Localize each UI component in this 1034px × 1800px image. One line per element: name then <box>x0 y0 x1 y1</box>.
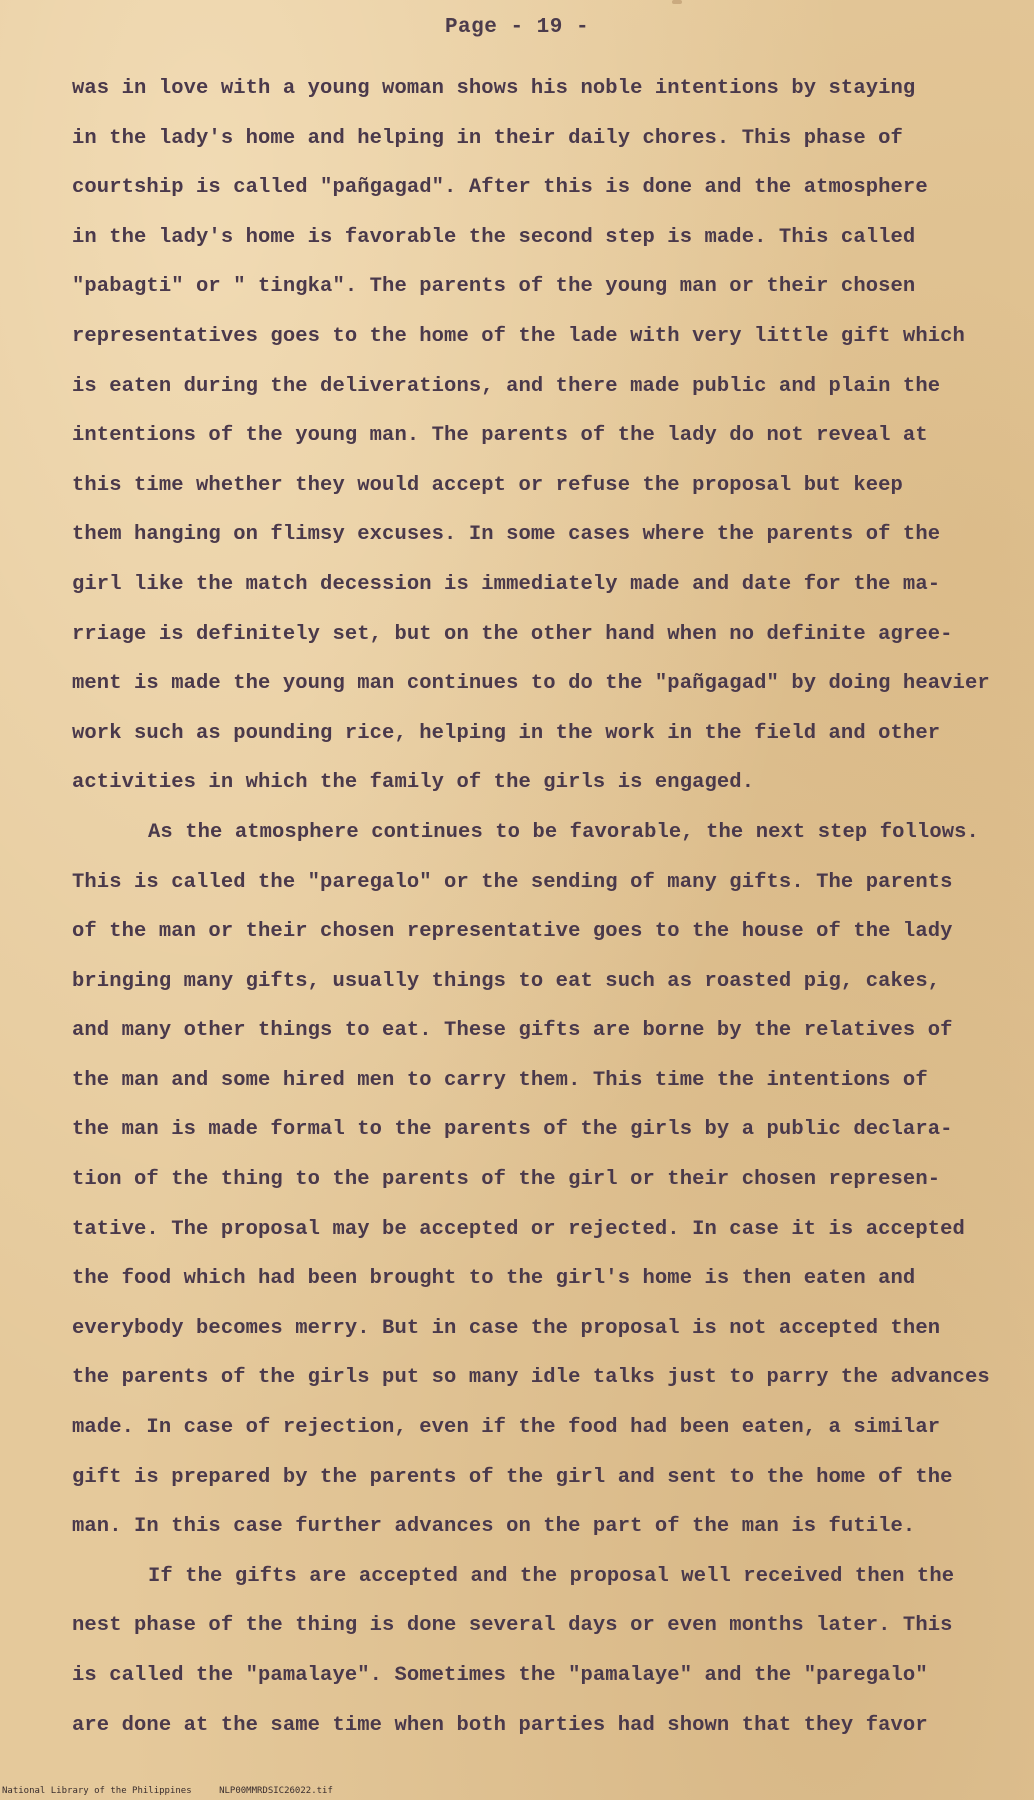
text-line: ment is made the young man continues to do the "pañgagad" by doing heavier <box>72 672 990 696</box>
text-line: intentions of the young man. The parents of the lady do not reveal at <box>72 424 928 448</box>
text-line: tative. The proposal may be accepted or rejected. In case it is accepted <box>72 1217 965 1241</box>
text-line: This is called the "paregalo" or the sending of many gifts. The parents <box>72 870 953 894</box>
text-line: and many other things to eat. These gifts are borne by the relatives of <box>72 1019 953 1043</box>
library-credit: National Library of the Philippines <box>2 1786 192 1796</box>
page-number-header: Page - 19 - <box>444 16 590 39</box>
paragraph-start-line: If the gifts are accepted and the proposal well received then the <box>148 1564 955 1588</box>
text-line: in the lady's home and helping in their daily chores. This phase of <box>72 126 903 150</box>
text-line: is eaten during the deliverations, and there made public and plain the <box>72 374 941 398</box>
text-line: tion of the thing to the parents of the girl or their chosen represen- <box>72 1168 941 1192</box>
text-line: nest phase of the thing is done several days or even months later. This <box>72 1614 953 1638</box>
document-body <box>72 64 992 1750</box>
text-line: "pabagti" or " tingka". The parents of the young man or their chosen <box>72 275 916 299</box>
scan-mark <box>672 0 682 4</box>
text-line: work such as pounding rice, helping in the work in the field and other <box>72 721 941 745</box>
text-line: the man is made formal to the parents of the girls by a public declara- <box>72 1118 953 1142</box>
text-line: the man and some hired men to carry them. This time the intentions of <box>72 1068 928 1092</box>
text-line: this time whether they would accept or refuse the proposal but keep <box>72 473 903 497</box>
text-line: girl like the match decession is immediately made and date for the ma- <box>72 572 941 596</box>
text-line: of the man or their chosen representative goes to the house of the lady <box>72 920 953 944</box>
text-line: rriage is definitely set, but on the other hand when no definite agree- <box>72 622 953 646</box>
paragraph-start-line: As the atmosphere continues to be favorable, the next step follows. <box>148 820 979 844</box>
text-line: made. In case of rejection, even if the food had been eaten, a similar <box>72 1416 941 1440</box>
text-line: was in love with a young woman shows his noble intentions by staying <box>72 77 916 100</box>
text-line: representatives goes to the home of the lade with very little gift which <box>72 324 965 348</box>
text-line: gift is prepared by the parents of the girl and sent to the home of the <box>72 1465 953 1489</box>
text-line: bringing many gifts, usually things to eat such as roasted pig, cakes, <box>72 969 941 993</box>
text-line: man. In this case further advances on the part of the man is futile. <box>72 1515 916 1539</box>
file-identifier: NLP00MMRDSIC26022.tif <box>219 1786 333 1796</box>
text-line: the parents of the girls put so many idle talks just to parry the advances <box>72 1366 990 1390</box>
text-line: them hanging on flimsy excuses. In some cases where the parents of the <box>72 523 941 547</box>
text-line: activities in which the family of the girls is engaged. <box>72 771 755 795</box>
text-line: the food which had been brought to the girl's home is then eaten and <box>72 1267 916 1291</box>
text-line: courtship is called "pañgagad". After this is done and the atmosphere <box>72 176 928 200</box>
text-line: is called the "pamalaye". Sometimes the "pamalaye" and the "paregalo" <box>72 1664 928 1687</box>
text-line: everybody becomes merry. But in case the proposal is not accepted then <box>72 1316 941 1340</box>
text-line: are done at the same time when both parties had shown that they favor <box>72 1713 928 1737</box>
scan-footer <box>2 1786 355 1796</box>
text-line: in the lady's home is favorable the second step is made. This called <box>72 225 916 249</box>
